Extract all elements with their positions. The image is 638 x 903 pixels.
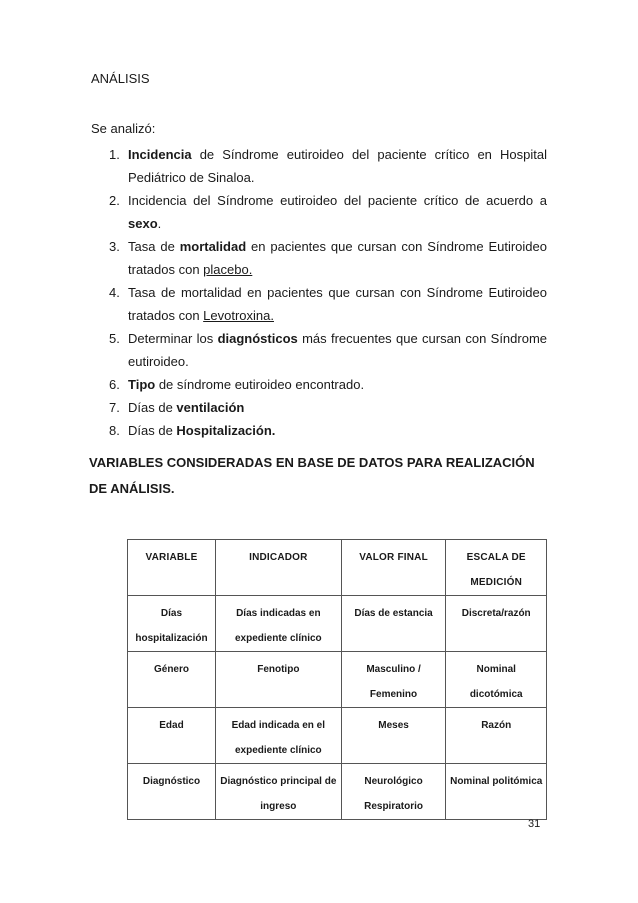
levotroxina-link[interactable]: Levotroxina. [203,308,274,323]
analysis-list [92,143,547,442]
table-cell: Nominal politómica [446,764,547,820]
table-cell: Días de estancia [341,596,446,652]
column-header: ESCALA DE MEDICIÓN [446,540,547,596]
table-cell: Días indicadas en expediente clínico [215,596,341,652]
list-item: 2. Incidencia del Síndrome eutiroideo del paciente crítico de acuerdo a sexo. [109,193,547,231]
table-cell: Género [128,652,216,708]
table-cell: Diagnóstico principal de ingreso [215,764,341,820]
table-cell: Nominal dicotómica [446,652,547,708]
variables-table [127,539,547,820]
table-cell: Días hospitalización [128,596,216,652]
table-cell: Edad indicada en el expediente clínico [215,708,341,764]
list-item: 5. Determinar los diagnósticos más frecuentes que cursan con Síndrome eutiroideo. [109,331,548,369]
table-row [128,652,547,708]
table-cell: Razón [446,708,547,764]
table-cell: Edad [128,708,216,764]
table-cell: Fenotipo [215,652,341,708]
list-item: 3. Tasa de mortalidad en pacientes que cursan con Síndrome Eutiroideo tratados con placebo. [109,239,547,277]
table-row [128,596,547,652]
page-number: 31 [528,818,541,830]
table-row [128,708,547,764]
list-item: 8. Días de Hospitalización. [109,423,276,438]
placebo-link[interactable]: placebo. [203,262,253,277]
list-item: 7. Días de ventilación [109,400,245,415]
list-item: 1. Incidencia de Síndrome eutiroideo del paciente crítico en Hospital Pediátrico de Sinaloa. [109,147,547,185]
list-item: 6. Tipo de síndrome eutiroideo encontrado. [109,377,365,392]
table-cell: Masculino / Femenino [341,652,446,708]
table-row [128,764,547,820]
column-header: INDICADOR [215,540,341,596]
table-header-row [128,540,547,596]
intro-text: Se analizó: [91,121,156,136]
table-cell: Discreta/razón [446,596,547,652]
table-cell: Diagnóstico [128,764,216,820]
list-item: 4. Tasa de mortalidad en pacientes que cursan con Síndrome Eutiroideo tratados con Levotroxina. [109,285,547,323]
section-title: ANÁLISIS [91,71,150,86]
table-cell: Neurológico Respiratorio [341,764,446,820]
column-header: VALOR FINAL [341,540,446,596]
column-header: VARIABLE [128,540,216,596]
variables-heading: VARIABLES CONSIDERADAS EN BASE DE DATOS PARA REALIZACIÓN DE ANÁLISIS. [89,455,535,496]
table-cell: Meses [341,708,446,764]
